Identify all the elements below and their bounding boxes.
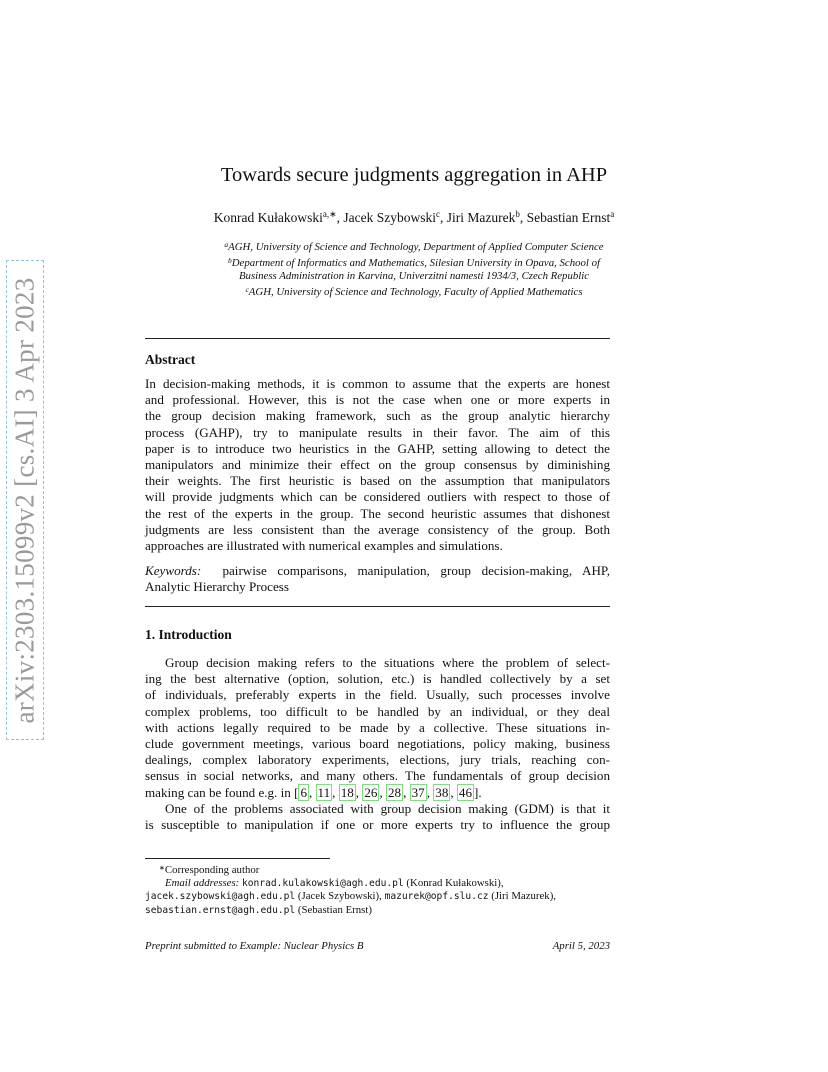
abstract-bottom-rule [145,606,610,607]
citation-link[interactable]: 6 [300,784,307,800]
email-line [145,904,610,917]
intro-line: dealings, complex laboratory experiments, elections, jury trials, reaching con- [145,752,610,768]
intro-text: ]. [474,784,482,800]
affiliation [140,238,688,254]
page-footer [145,940,610,952]
author-name: Jiri Mazurek [446,210,516,225]
citation-link[interactable]: 46 [458,784,472,800]
keywords-label: Keywords: [145,563,202,578]
author-name: Konrad Kułakowski [213,210,323,225]
keywords-line: Analytic Hierarchy Process [145,579,289,595]
affiliation-text: Department of Informatics and Mathematics, Silesian University in Opava, School of [231,257,600,269]
author-affil-mark: c [436,209,441,219]
paper-title: Towards secure judgments aggregation in AHP [220,164,608,186]
email-link[interactable]: sebastian.ernst@agh.edu.pl [145,904,296,916]
abstract-line: manipulators and minimize their effect on the group consensus by diminishing [145,457,610,473]
abstract-line: paper is to introduce two heuristics in the GAHP, setting allowing to detect the [145,440,610,456]
abstract-heading: Abstract [145,352,196,367]
introduction-paragraph-2 [145,801,610,833]
intro-line: complex problems, too difficult to be handled by an individual, or they deal [145,703,610,719]
arxiv-identifier: arXiv:2303.15099v2 [cs.AI] 3 Apr 2023 [9,276,40,724]
corresponding-note [145,862,610,877]
affiliation [140,283,688,299]
affiliation-continued [140,270,688,283]
abstract-line: will provide judgments which can be considered outliers with respect to those of [145,489,610,505]
keywords-text: pairwise comparisons, manipulation, group decision-making, AHP, [222,563,611,578]
abstract-line: the rest of the experts in the group. The second heuristic assumes that dishonest [145,505,610,521]
abstract-line: process (GAHP), try to manipulate results in their favor. The aim of this [145,424,610,440]
intro-line: sensus in social networks, and many others. The fundamentals of group decision [145,768,610,784]
author-name: Jacek Szybowski [343,210,437,225]
footnote-rule [145,858,330,859]
email-owner: (Sebastian Ernst) [297,903,372,916]
author-affil-mark: a,∗ [322,209,337,219]
abstract-line: and professional. However, this is not the case when one or more experts in [145,392,610,408]
intro-text: making can be found e.g. in [ [145,784,299,800]
abstract-line: the group decision making framework, such as the group analytic hierarchy [145,408,610,424]
email-link[interactable]: jacek.szybowski@agh.edu.pl [145,891,296,903]
email-owner: (Konrad Kułakowski), [406,877,504,890]
footer-date: April 5, 2023 [552,940,610,952]
introduction-paragraph-1 [145,655,610,801]
citation-link[interactable]: 28 [387,784,402,800]
citation-link[interactable]: 37 [411,784,425,800]
introduction-heading: 1. Introduction [145,627,232,642]
arxiv-stamp [6,260,44,740]
intro-line: clude government meetings, various board negotiations, policy making, business [145,736,610,752]
author-affil-mark: b [515,209,520,219]
email-link[interactable]: mazurek@opf.slu.cz [384,891,489,903]
intro-line: is susceptible to manipulation if one or more experts try to influence the group [145,817,610,833]
abstract-body [145,376,610,554]
author-list: Konrad Kułakowski$^{a,∗}$, Jacek Szybowski$^c$, Jiri Mazurek$^b$, Sebastian Ernst$^a$ [213,209,615,225]
affiliations [140,238,688,299]
affiliation-text: AGH, University of Science and Technology, Department of Applied Computer Science [228,241,604,253]
keywords-line [145,563,610,579]
citation-link[interactable]: 18 [340,784,354,800]
intro-line: with actions legally required to be made by a collective. These situations in- [145,719,610,735]
intro-line: Group decision making refers to the situations where the problem of select- [165,655,610,670]
keywords [145,563,610,595]
preprint-note: Preprint submitted to Example: Nuclear Physics B [145,940,364,952]
intro-line: One of the problems associated with group decision making (GDM) is that it [165,801,610,816]
intro-line: of individuals, preferably experts in the field. Usually, such processes involve [145,687,610,703]
affiliation-text: Business Administration in Karvina, Univerzitni namesti 1934/3, Czech Republic [238,270,590,282]
affiliation-mark: c [245,285,249,294]
abstract-line: their weights. The first heuristic is based on the assumption that manipulators [145,473,610,489]
abstract-line: approaches are illustrated with numerical examples and simulations. [145,538,503,554]
citation-link[interactable]: 38 [435,784,449,800]
email-label: Email addresses: [165,877,240,890]
email-line [145,877,610,890]
corresponding-text: Corresponding author [164,864,260,876]
citation-link[interactable]: 26 [364,784,378,800]
affiliation-mark: b [228,256,232,265]
author-affil-mark: a [610,209,615,219]
intro-line: ing the best alternative (option, solution, etc.) is handled collectively by a set [145,671,610,687]
footnote-mark: ∗ [159,864,165,872]
affiliation-mark: a [224,240,229,249]
citation-link[interactable]: 11 [317,784,331,800]
author-name: Sebastian Ernst [526,210,611,225]
footnotes [145,862,610,917]
abstract-line: In decision-making methods, it is common to assume that the experts are honest [145,376,610,391]
abstract-top-rule [145,338,610,339]
email-owner: (Jiri Mazurek), [491,890,556,903]
email-owner: (Jacek Szybowski), [297,890,382,903]
email-link[interactable]: konrad.kulakowski@agh.edu.pl [241,878,404,890]
abstract-line: judgments are less consistent than the average consistency of the group. Both [145,521,610,537]
email-line [145,890,610,903]
affiliation [140,254,688,270]
intro-line-citations: making can be found e.g. in [ 6 , 11 , 18 , 26 , 28 , 37 , 38 , 46 ]. [145,784,482,800]
affiliation-text: AGH, University of Science and Technology, Faculty of Applied Mathematics [248,286,583,298]
